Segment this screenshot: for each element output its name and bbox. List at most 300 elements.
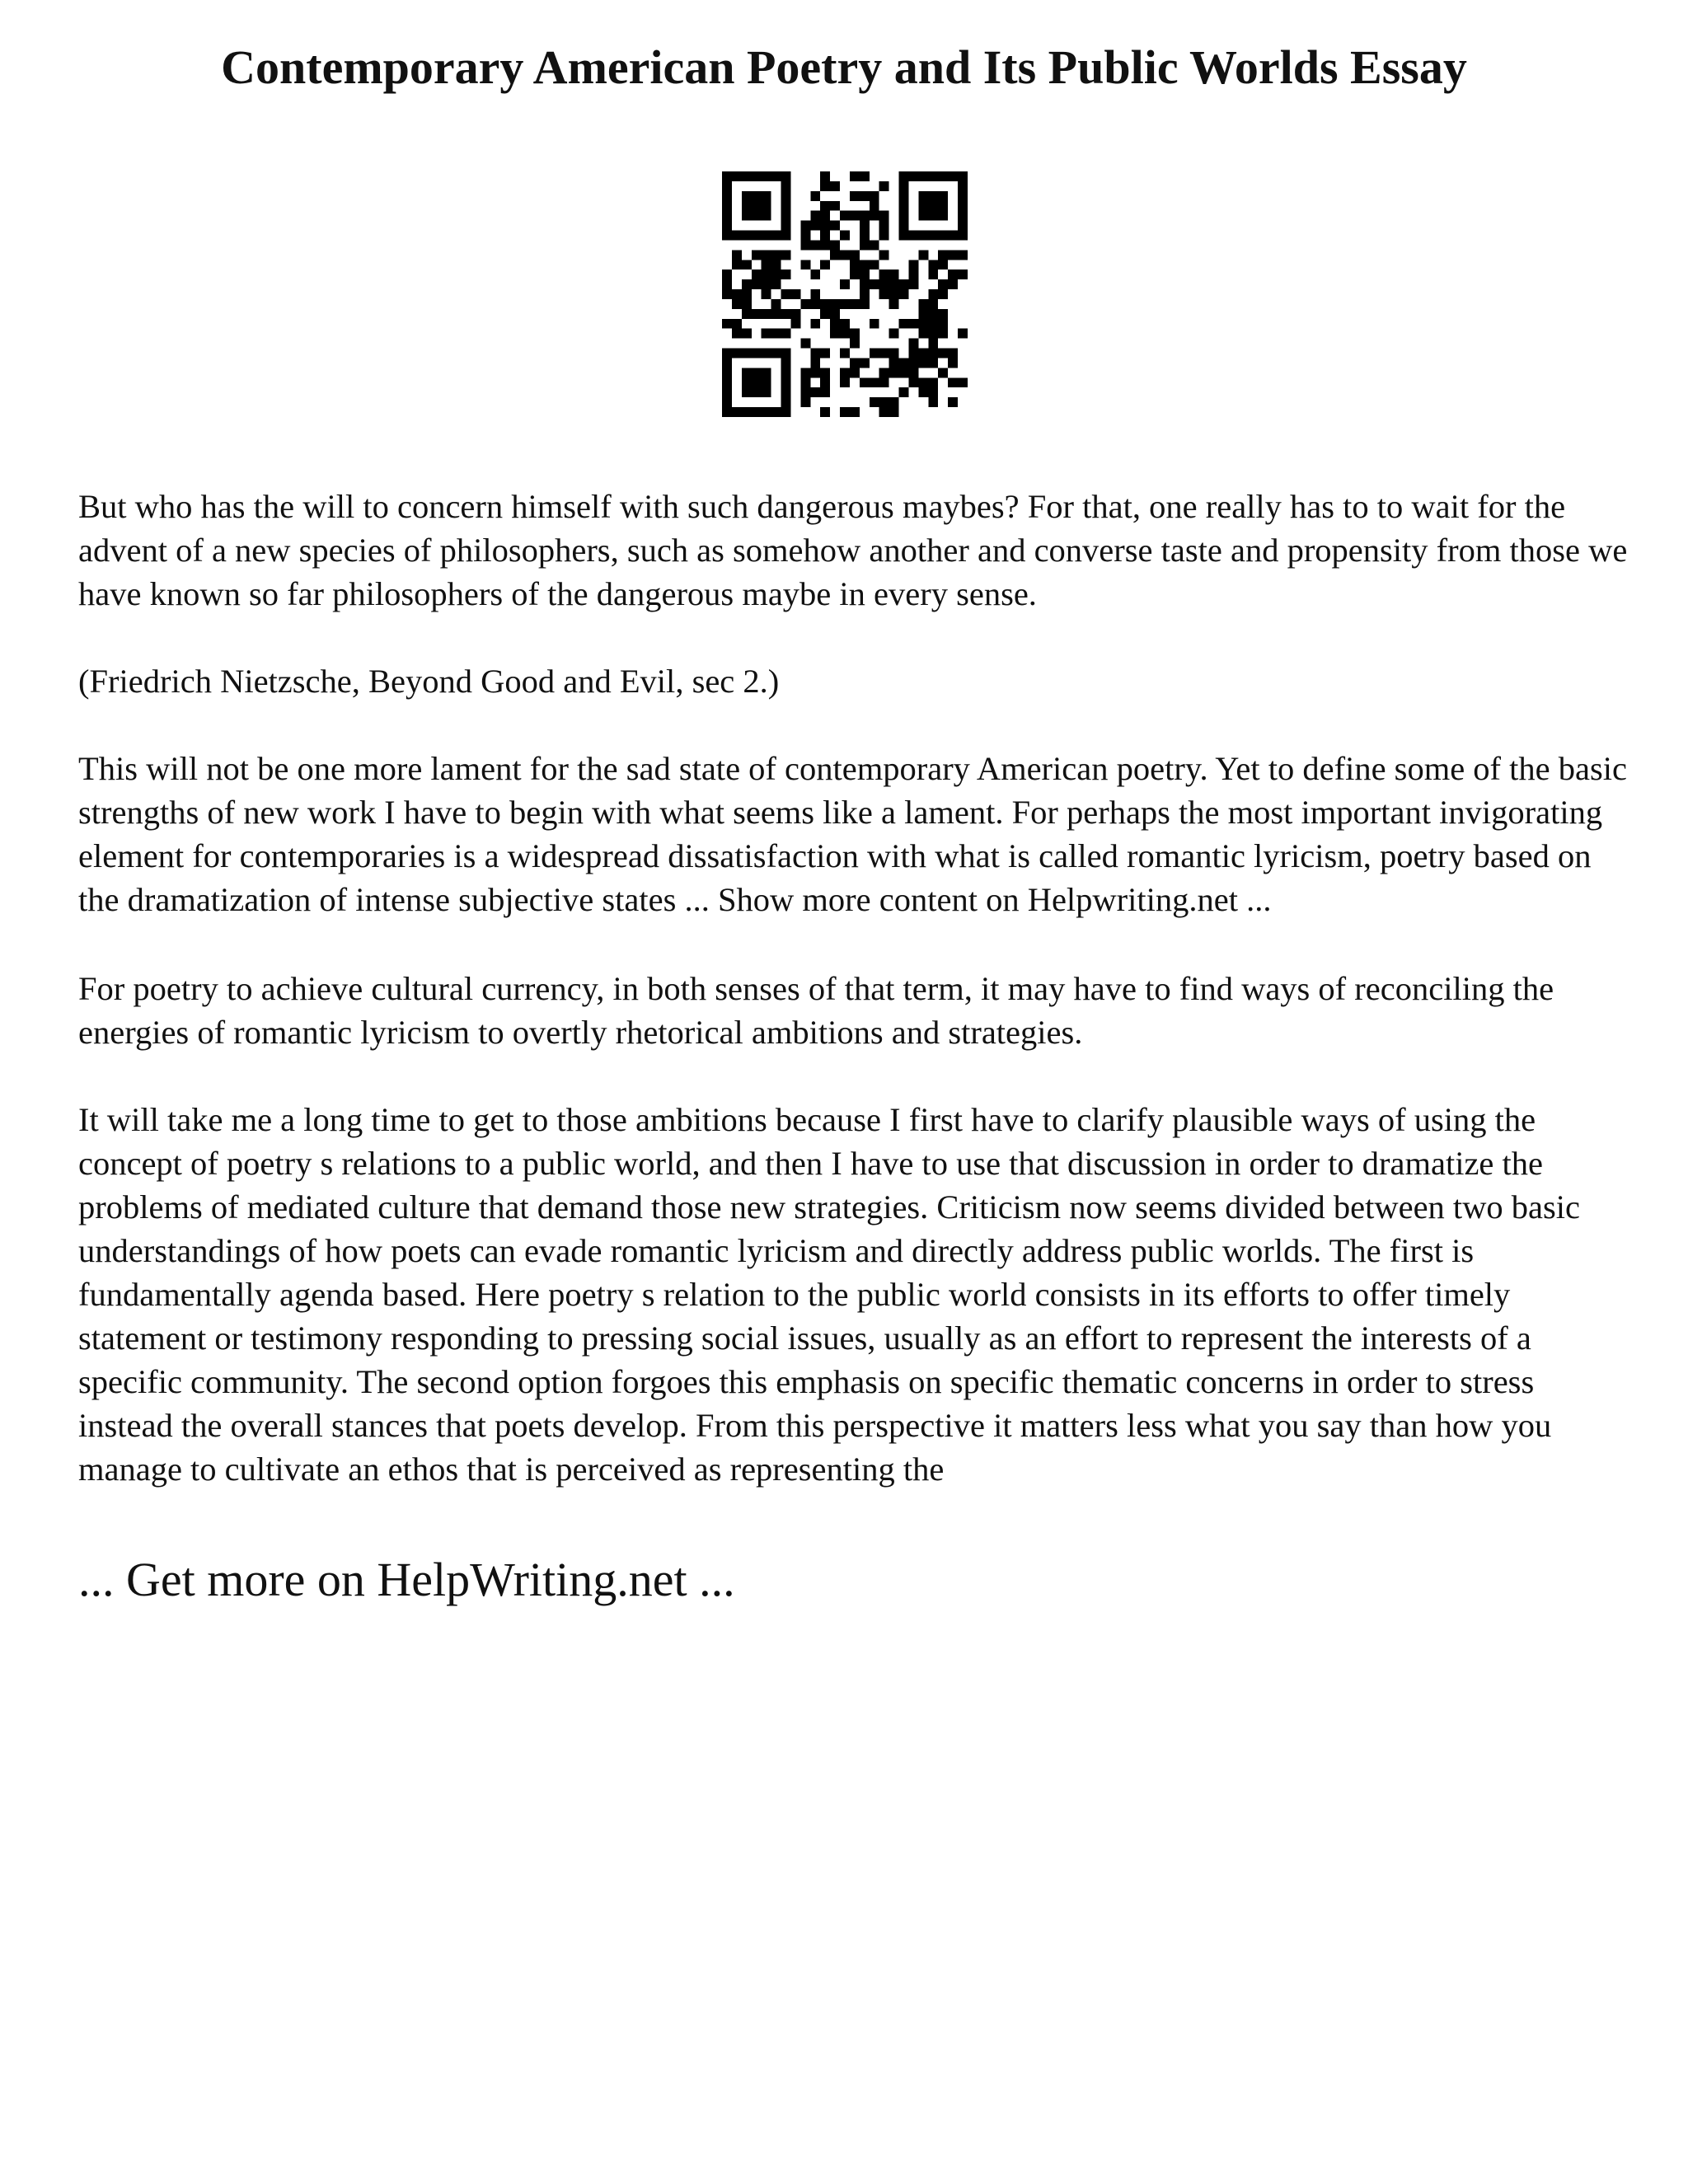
qr-module: [840, 250, 850, 260]
qr-module: [928, 269, 938, 279]
qr-module: [928, 299, 938, 309]
qr-module: [732, 407, 742, 417]
qr-module: [860, 269, 870, 279]
qr-module: [742, 211, 752, 221]
qr-module: [762, 250, 771, 260]
qr-module: [948, 269, 958, 279]
qr-module: [732, 319, 742, 329]
qr-module: [889, 407, 899, 417]
qr-module: [722, 349, 732, 359]
qr-module: [870, 240, 879, 250]
qr-module: [722, 191, 732, 201]
qr-module: [908, 279, 918, 289]
qr-module: [918, 319, 928, 329]
qr-module: [800, 397, 810, 407]
qr-module: [790, 289, 800, 299]
qr-module: [781, 211, 791, 221]
qr-module: [918, 299, 928, 309]
qr-module: [850, 329, 860, 339]
qr-module: [860, 231, 870, 241]
qr-module: [820, 407, 830, 417]
qr-module: [732, 299, 742, 309]
qr-module: [850, 191, 860, 201]
qr-module: [958, 181, 968, 191]
body-paragraph: For poetry to achieve cultural currency, in both senses of that term, it may have to find ways of reconciling the energies of romantic lyricism to overtly rhetorical ambitions and strategies.: [78, 970, 1554, 1051]
qr-module: [781, 387, 791, 397]
qr-module: [928, 358, 938, 368]
qr-module: [850, 407, 860, 417]
qr-module: [771, 231, 781, 241]
qr-module: [742, 201, 752, 211]
qr-module: [742, 368, 752, 377]
qr-module: [752, 279, 762, 289]
qr-module: [938, 368, 948, 377]
qr-module: [958, 250, 968, 260]
qr-module: [722, 377, 732, 387]
qr-module: [958, 171, 968, 181]
qr-module: [810, 240, 820, 250]
qr-module: [938, 349, 948, 359]
qr-module: [810, 221, 820, 231]
qr-module: [948, 349, 958, 359]
qr-module: [918, 349, 928, 359]
qr-module: [781, 181, 791, 191]
qr-module: [781, 368, 791, 377]
qr-module: [810, 269, 820, 279]
qr-module: [899, 201, 909, 211]
qr-module: [722, 358, 732, 368]
qr-module: [860, 191, 870, 201]
qr-module: [820, 221, 830, 231]
qr-module: [742, 299, 752, 309]
qr-module: [870, 201, 879, 211]
qr-module: [908, 319, 918, 329]
qr-module: [938, 289, 948, 299]
qr-module: [870, 260, 879, 269]
qr-module: [732, 260, 742, 269]
qr-module: [781, 397, 791, 407]
qr-module: [908, 349, 918, 359]
qr-module: [840, 407, 850, 417]
qr-module: [742, 407, 752, 417]
qr-module: [889, 279, 899, 289]
qr-module: [850, 358, 860, 368]
qr-module: [732, 329, 742, 339]
qr-module: [850, 171, 860, 181]
qr-module: [928, 387, 938, 397]
qr-module: [781, 269, 791, 279]
qr-module: [928, 231, 938, 241]
qr-module: [762, 368, 771, 377]
qr-module: [908, 358, 918, 368]
qr-module: [928, 211, 938, 221]
qr-module: [722, 407, 732, 417]
qr-module: [899, 279, 909, 289]
qr-module: [830, 329, 840, 339]
qr-module: [771, 329, 781, 339]
qr-module: [781, 221, 791, 231]
qr-module: [958, 201, 968, 211]
qr-module: [938, 250, 948, 260]
qr-module: [860, 221, 870, 231]
qr-module: [908, 269, 918, 279]
qr-module: [820, 368, 830, 377]
qr-module: [732, 250, 742, 260]
qr-module: [800, 368, 810, 377]
qr-module: [742, 387, 752, 397]
qr-module: [752, 191, 762, 201]
qr-module: [800, 377, 810, 387]
qr-module: [742, 171, 752, 181]
page-title: Contemporary American Poetry and Its Public Worlds Essay: [221, 40, 1467, 94]
qr-module: [860, 299, 870, 309]
qr-module: [928, 339, 938, 349]
qr-module: [762, 269, 771, 279]
qr-module: [879, 289, 889, 299]
qr-module: [918, 309, 928, 319]
qr-module: [762, 387, 771, 397]
qr-module: [820, 181, 830, 191]
body-paragraph: It will take me a long time to get to those ambitions because I first have to clarify plausible ways of using the concept of poetry s relations to a public world, and then I have to use that discussion in order to dramatize the problems of mediated culture that demand those new strategies. Criticism now seems divided between two basic understandings of how poets can evade romantic lyricism and directly address public worlds. The first is fundamentally agenda based. Here poetry s relation to the public world consists in its efforts to offer timely statement or testimony responding to pressing social issues, usually as an effort to represent the interests of a specific community. The second option forgoes this emphasis on specific thematic concerns in order to stress instead the overall stances that poets develop. From this perspective it matters less what you say than how you manage to cultivate an ethos that is perceived as representing the: [78, 1101, 1581, 1488]
qr-module: [810, 358, 820, 368]
qr-module: [722, 211, 732, 221]
qr-code-icon: [722, 171, 968, 417]
qr-module: [762, 260, 771, 269]
qr-module: [938, 260, 948, 269]
qr-module: [840, 329, 850, 339]
qr-module: [840, 377, 850, 387]
qr-module: [899, 221, 909, 231]
qr-module: [742, 309, 752, 319]
body-paragraph: This will not be one more lament for the sad state of contemporary American poetry. Yet to define some of the basic strengths of new work I have to begin with what seems like a lament. For perhaps the most important invigorating element for contemporaries is a widespread dissatisfaction with what is called romantic lyricism, poetry based on the dramatization of intense subjective states ... Show more content on Helpwriting.net ...: [78, 750, 1627, 918]
qr-module: [938, 211, 948, 221]
qr-module: [870, 279, 879, 289]
qr-module: [928, 329, 938, 339]
qr-module: [928, 309, 938, 319]
qr-module: [870, 191, 879, 201]
qr-code-graphic: [722, 171, 968, 417]
qr-module: [771, 349, 781, 359]
qr-module: [840, 349, 850, 359]
qr-module: [752, 377, 762, 387]
qr-module: [771, 171, 781, 181]
qr-module: [830, 221, 840, 231]
qr-module: [722, 397, 732, 407]
qr-module: [928, 191, 938, 201]
qr-module: [810, 211, 820, 221]
qr-module: [850, 269, 860, 279]
qr-module: [850, 250, 860, 260]
qr-module: [958, 221, 968, 231]
qr-module: [820, 299, 830, 309]
qr-module: [810, 319, 820, 329]
qr-module: [860, 289, 870, 299]
qr-module: [752, 231, 762, 241]
qr-module: [800, 231, 810, 241]
qr-module: [889, 269, 899, 279]
qr-module: [958, 329, 968, 339]
qr-module: [850, 260, 860, 269]
qr-module: [918, 358, 928, 368]
qr-module: [948, 231, 958, 241]
qr-module: [889, 349, 899, 359]
qr-module: [840, 231, 850, 241]
qr-module: [790, 309, 800, 319]
qr-module: [762, 171, 771, 181]
qr-module: [840, 319, 850, 329]
qr-module: [938, 329, 948, 339]
qr-module: [820, 260, 830, 269]
qr-module: [762, 289, 771, 299]
qr-module: [830, 250, 840, 260]
qr-module: [860, 171, 870, 181]
qr-module: [781, 171, 791, 181]
qr-module: [850, 368, 860, 377]
qr-module: [771, 260, 781, 269]
qr-module: [752, 349, 762, 359]
qr-module: [918, 329, 928, 339]
qr-module: [918, 171, 928, 181]
qr-module: [742, 377, 752, 387]
qr-module: [928, 397, 938, 407]
qr-module: [928, 260, 938, 269]
qr-module: [938, 171, 948, 181]
qr-module: [938, 279, 948, 289]
qr-module: [870, 211, 879, 221]
qr-module: [732, 231, 742, 241]
qr-module: [918, 211, 928, 221]
qr-module: [810, 368, 820, 377]
qr-module: [722, 171, 732, 181]
qr-module: [928, 171, 938, 181]
qr-module: [752, 250, 762, 260]
qr-module: [870, 397, 879, 407]
qr-module: [800, 240, 810, 250]
qr-module: [762, 329, 771, 339]
qr-module: [938, 201, 948, 211]
qr-module: [948, 171, 958, 181]
qr-module: [790, 319, 800, 329]
qr-module: [820, 240, 830, 250]
qr-module: [928, 377, 938, 387]
qr-module: [722, 289, 732, 299]
qr-module: [918, 231, 928, 241]
qr-module: [820, 349, 830, 359]
qr-module: [781, 329, 791, 339]
qr-module: [899, 181, 909, 191]
qr-module: [879, 211, 889, 221]
qr-module: [879, 181, 889, 191]
qr-module: [781, 349, 791, 359]
qr-module: [958, 211, 968, 221]
qr-module: [860, 279, 870, 289]
qr-module: [870, 377, 879, 387]
qr-module: [948, 358, 958, 368]
qr-module: [928, 201, 938, 211]
qr-module: [722, 231, 732, 241]
qr-module: [889, 358, 899, 368]
qr-module: [800, 387, 810, 397]
qr-module: [742, 329, 752, 339]
qr-module: [860, 240, 870, 250]
qr-module: [830, 201, 840, 211]
qr-module: [850, 339, 860, 349]
qr-module: [879, 231, 889, 241]
qr-module: [879, 349, 889, 359]
qr-module: [938, 319, 948, 329]
qr-module: [781, 309, 791, 319]
qr-module: [958, 191, 968, 201]
qr-module: [958, 231, 968, 241]
qr-module: [722, 368, 732, 377]
qr-module: [879, 377, 889, 387]
qr-module: [899, 211, 909, 221]
qr-module: [781, 191, 791, 201]
qr-module: [752, 407, 762, 417]
qr-module: [899, 319, 909, 329]
qr-module: [781, 231, 791, 241]
qr-module: [840, 211, 850, 221]
qr-module: [762, 231, 771, 241]
qr-module: [752, 269, 762, 279]
qr-module: [958, 269, 968, 279]
qr-module: [771, 407, 781, 417]
qr-module: [908, 171, 918, 181]
qr-module: [771, 299, 781, 309]
qr-module: [781, 289, 791, 299]
qr-module: [918, 377, 928, 387]
qr-module: [889, 397, 899, 407]
qr-module: [810, 349, 820, 359]
qr-module: [938, 231, 948, 241]
qr-module: [722, 221, 732, 231]
qr-module: [879, 407, 889, 417]
qr-module: [781, 407, 791, 417]
qr-module: [820, 309, 830, 319]
qr-module: [928, 319, 938, 329]
qr-module: [742, 231, 752, 241]
qr-module: [899, 387, 909, 397]
qr-module: [908, 368, 918, 377]
qr-module: [908, 231, 918, 241]
qr-module: [860, 260, 870, 269]
qr-module: [948, 377, 958, 387]
qr-module: [908, 260, 918, 269]
qr-module: [810, 299, 820, 309]
qr-module: [870, 319, 879, 329]
epigraph-citation: (Friedrich Nietzsche, Beyond Good and Evil, sec 2.): [78, 663, 780, 700]
qr-module: [762, 407, 771, 417]
qr-module: [732, 289, 742, 299]
qr-module: [820, 387, 830, 397]
qr-module: [800, 339, 810, 349]
qr-module: [752, 368, 762, 377]
get-more-link[interactable]: ... Get more on HelpWriting.net ...: [78, 1553, 735, 1606]
qr-module: [762, 191, 771, 201]
qr-module: [722, 387, 732, 397]
qr-module: [781, 358, 791, 368]
qr-module: [850, 299, 860, 309]
qr-module: [722, 269, 732, 279]
qr-module: [742, 260, 752, 269]
qr-module: [860, 211, 870, 221]
qr-module: [820, 211, 830, 221]
qr-module: [899, 171, 909, 181]
qr-module: [948, 279, 958, 289]
qr-module: [722, 181, 732, 191]
qr-module: [722, 279, 732, 289]
qr-module: [879, 368, 889, 377]
qr-module: [810, 289, 820, 299]
qr-module: [928, 349, 938, 359]
qr-module: [908, 339, 918, 349]
qr-module: [742, 279, 752, 289]
qr-module: [810, 191, 820, 201]
qr-module: [879, 221, 889, 231]
qr-module: [899, 231, 909, 241]
qr-module: [889, 289, 899, 299]
qr-module: [762, 279, 771, 289]
qr-module: [889, 368, 899, 377]
qr-module: [918, 201, 928, 211]
qr-module: [732, 349, 742, 359]
qr-module: [742, 191, 752, 201]
qr-module: [870, 349, 879, 359]
qr-module: [889, 329, 899, 339]
qr-module: [781, 201, 791, 211]
qr-module: [722, 201, 732, 211]
qr-module: [830, 309, 840, 319]
qr-module: [879, 279, 889, 289]
qr-module: [820, 377, 830, 387]
qr-module: [762, 211, 771, 221]
qr-module: [820, 231, 830, 241]
qr-module: [938, 191, 948, 201]
qr-module: [820, 201, 830, 211]
qr-module: [742, 289, 752, 299]
qr-module: [771, 250, 781, 260]
qr-module: [762, 309, 771, 319]
qr-module: [879, 397, 889, 407]
qr-module: [742, 349, 752, 359]
qr-module: [752, 387, 762, 397]
qr-module: [800, 299, 810, 309]
qr-module: [860, 377, 870, 387]
qr-module: [771, 269, 781, 279]
epigraph-paragraph: But who has the will to concern himself with such dangerous maybes? For that, one really has to to wait for the advent of a new species of philosophers, such as somehow another and converse taste and propensity from those we have known so far philosophers of the dangerous maybe in every sense.: [78, 488, 1628, 612]
qr-module: [899, 358, 909, 368]
qr-module: [840, 299, 850, 309]
qr-module: [830, 319, 840, 329]
qr-module: [899, 368, 909, 377]
qr-module: [771, 279, 781, 289]
qr-module: [762, 349, 771, 359]
qr-module: [722, 319, 732, 329]
qr-module: [762, 377, 771, 387]
qr-module: [820, 171, 830, 181]
qr-module: [840, 368, 850, 377]
qr-module: [762, 201, 771, 211]
qr-module: [879, 250, 889, 260]
qr-module: [958, 377, 968, 387]
qr-module: [810, 387, 820, 397]
qr-module: [918, 387, 928, 397]
qr-module: [850, 211, 860, 221]
qr-module: [752, 171, 762, 181]
qr-module: [781, 377, 791, 387]
qr-module: [918, 250, 928, 260]
qr-module: [771, 309, 781, 319]
